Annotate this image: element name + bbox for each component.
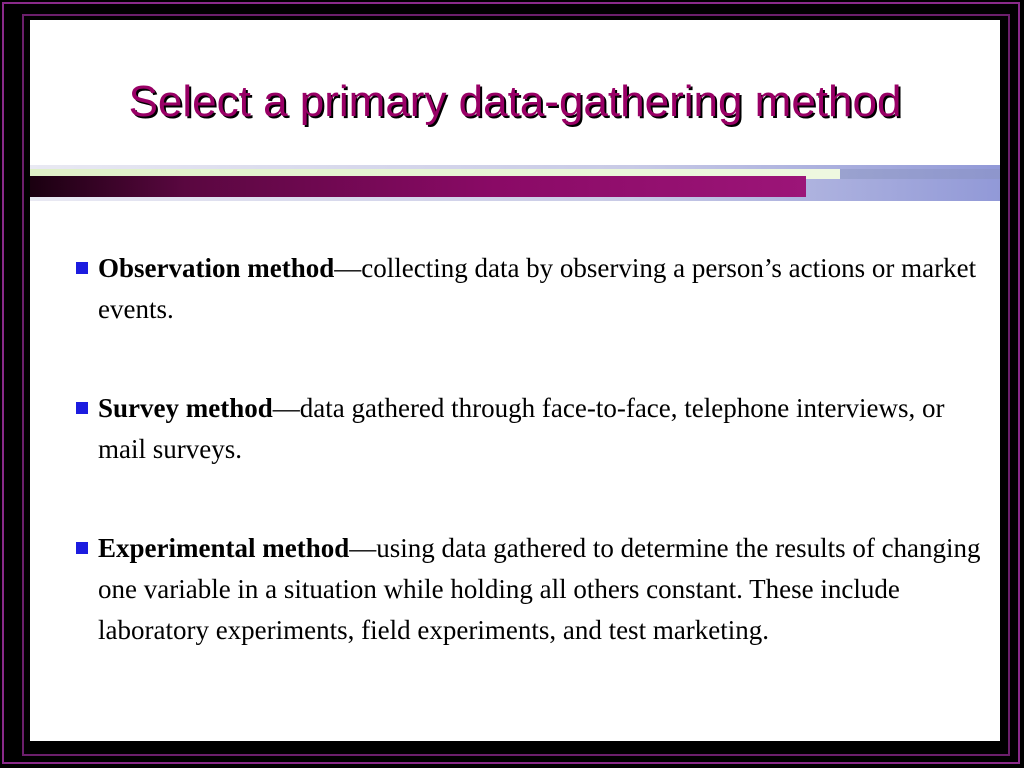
bullet-term: Survey method <box>98 393 273 423</box>
bullet-list <box>76 248 986 709</box>
bullet-term: Experimental method <box>98 533 350 563</box>
bullet-item-survey <box>76 388 986 470</box>
decorative-header-bars <box>30 165 1000 201</box>
slide-canvas <box>30 20 1000 741</box>
bullet-term: Observation method <box>98 253 335 283</box>
bullet-text: —data gathered through face-to-face, telephone interviews, or mail surveys. <box>98 393 945 464</box>
bullet-item-observation <box>76 248 986 330</box>
header-bar-magenta <box>30 176 806 197</box>
header-bar-slate <box>840 169 1000 179</box>
square-bullet-icon <box>76 542 88 554</box>
slide-title: Select a primary data-gathering method <box>128 77 902 126</box>
square-bullet-icon <box>76 262 88 274</box>
bullet-text: —collecting data by observing a person’s actions or market events. <box>98 253 977 324</box>
bullet-text: —using data gathered to determine the results of changing one variable in a situation while holding all others constant. These include laboratory experiments, field experiments, and test marketing. <box>98 533 981 645</box>
square-bullet-icon <box>76 402 88 414</box>
bullet-item-experimental <box>76 528 986 651</box>
